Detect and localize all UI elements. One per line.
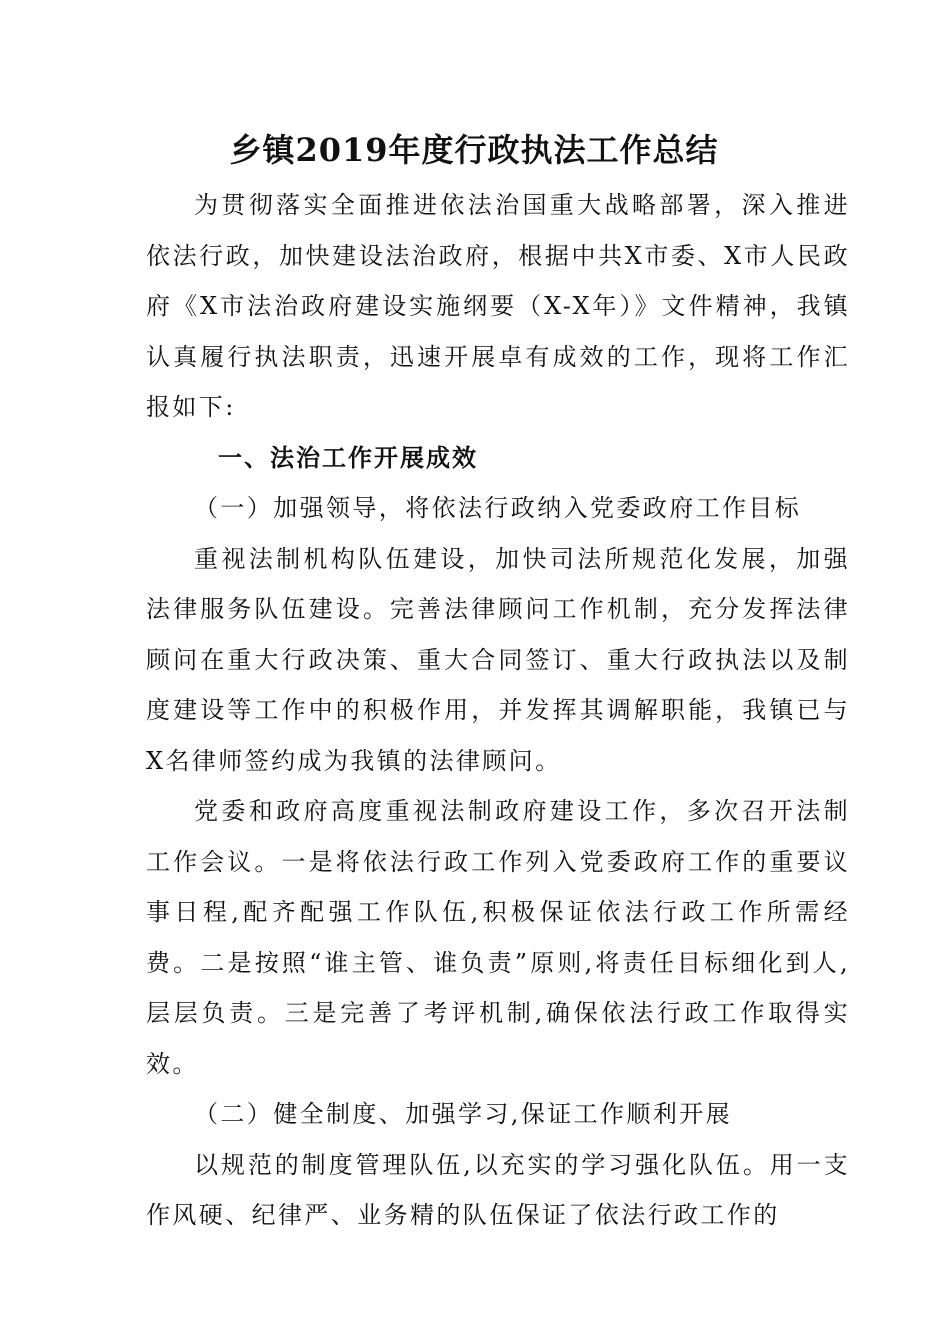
subsection-heading-2: （二）健全制度、加强学习,保证工作顺利开展 — [194, 1100, 733, 1128]
intro-paragraph: 为贯彻落实全面推进依法治国重大战略部署，深入推进依法行政，加快建设法治政府，根据中共X市委、X市人民政府《X市法治政府建设实施纲要（X-X年）》文件精神，我镇认真履行执法职责，迅速开展卓有成效的工作，现将工作汇报如下: — [146, 191, 850, 421]
document-title: 乡镇2019年度行政执法工作总结 — [229, 131, 719, 169]
paragraph-1-1: 重视法制机构队伍建设，加快司法所规范化发展，加强法律服务队伍建设。完善法律顾问工作机制，充分发挥法律顾问在重大行政决策、重大合同签订、重大行政执法以及制度建设等工作中的积极作用，并发挥其调解职能，我镇已与X名律师签约成为我镇的法律顾问。 — [146, 544, 850, 775]
paragraph-2-1: 以规范的制度管理队伍,以充实的学习强化队伍。用一支作风硬、纪律严、业务精的队伍保证了依法行政工作的 — [146, 1150, 850, 1229]
section-heading-1: 一、法治工作开展成效 — [218, 443, 478, 472]
paragraph-1-2: 党委和政府高度重视法制政府建设工作，多次召开法制工作会议。一是将依法行政工作列入党委政府工作的重要议事日程,配齐配强工作队伍,积极保证依法行政工作所需经费。二是按照“谁主管、谁负责”原则,将责任目标细化到人,层层负责。三是完善了考评机制,确保依法行政工作取得实效。 — [146, 797, 850, 1078]
subsection-heading-1: （一）加强领导，将依法行政纳入党委政府工作目标 — [194, 494, 802, 522]
